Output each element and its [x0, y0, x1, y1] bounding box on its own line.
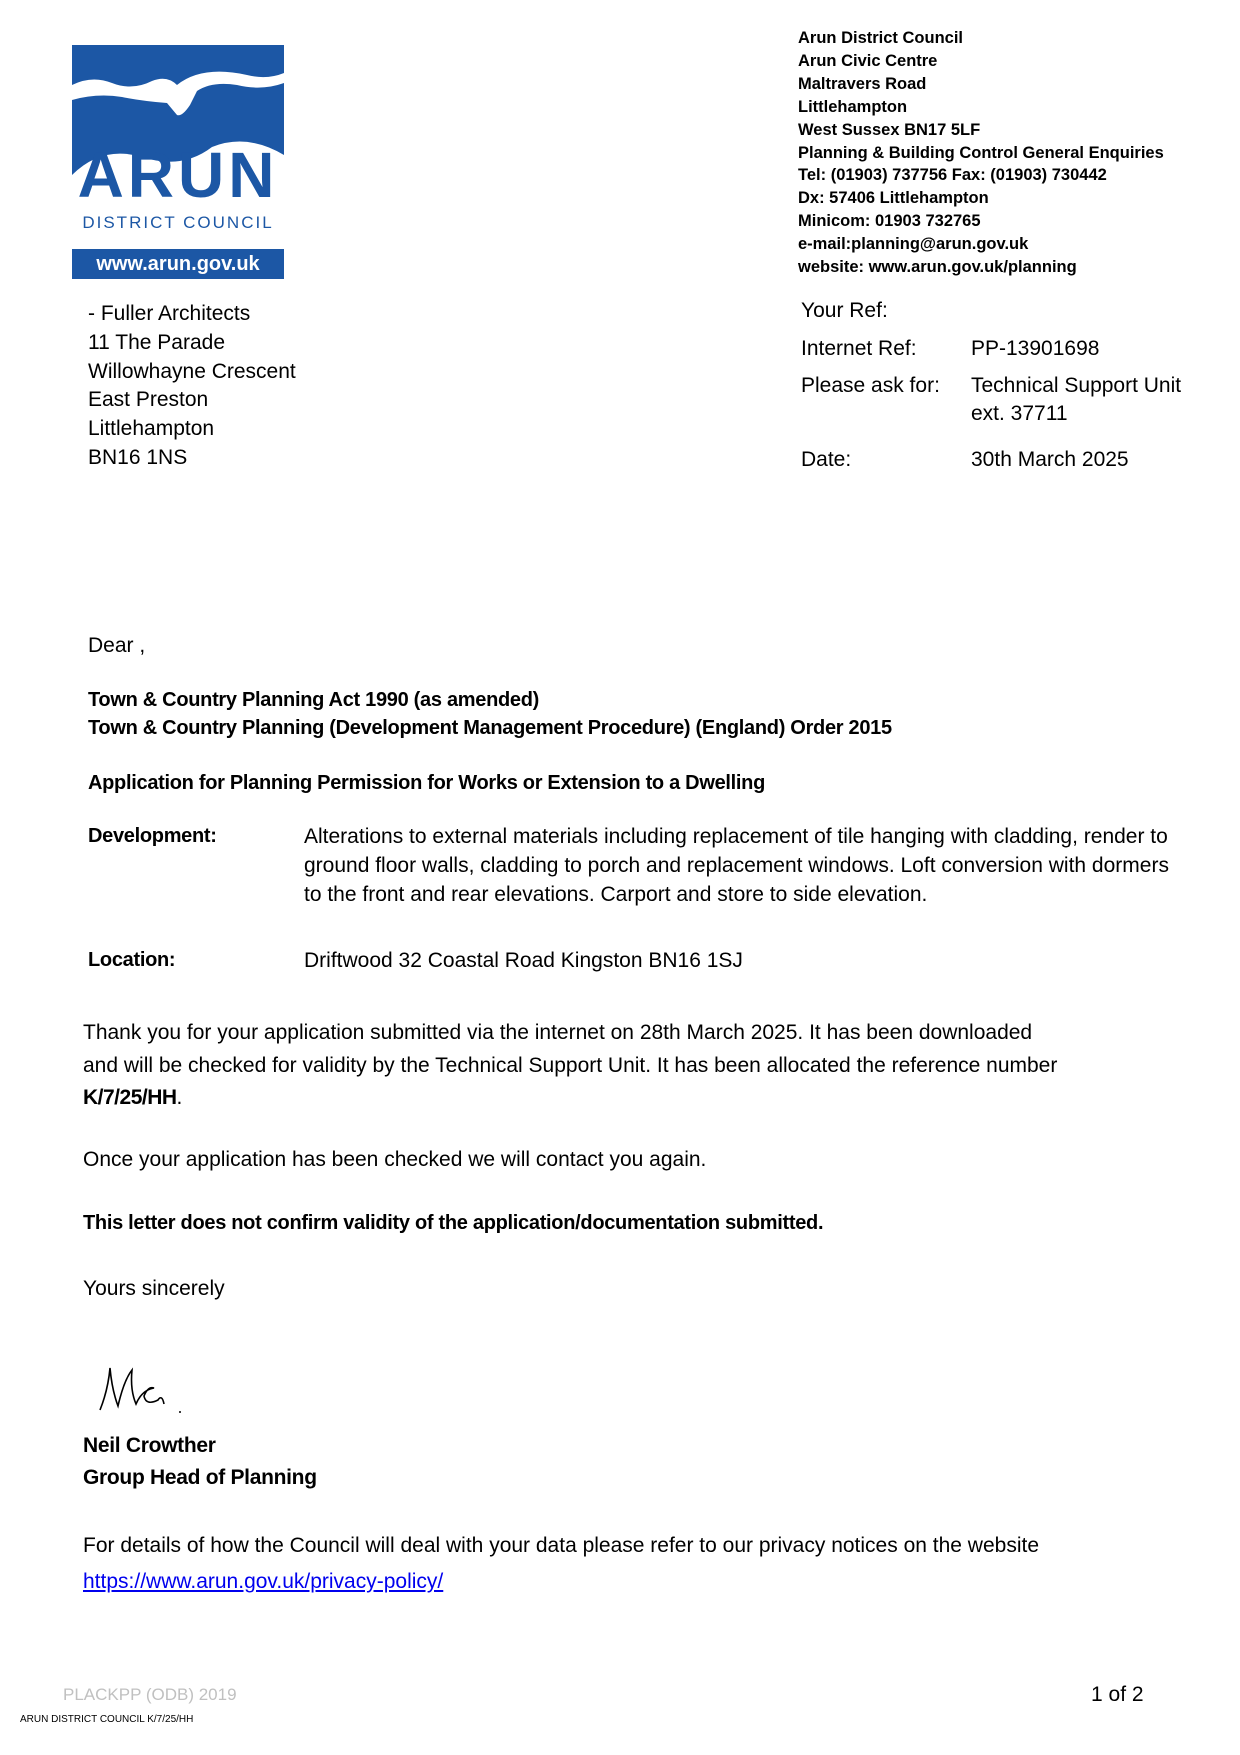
recipient-line: BN16 1NS [88, 445, 188, 469]
recipient-address [88, 300, 296, 473]
privacy-policy-link[interactable]: https://www.arun.gov.uk/privacy-policy/ [83, 1570, 444, 1593]
date-value: 30th March 2025 [971, 448, 1129, 471]
location-label: Location: [88, 949, 176, 971]
address-line: Arun District Council [798, 29, 964, 47]
ask-for-ext: ext. 37711 [971, 402, 1068, 425]
recipient-line: Willowhayne Crescent [88, 359, 296, 383]
development-description: Alterations to external materials including replacement of tile hanging with cladding, render to ground floor walls, cladding to porch and replacement windows. Loft conversion with dormers to the front and rear elevations. Carport and store to side elevation. [304, 825, 1169, 906]
arun-logo [72, 45, 284, 279]
para2: Once your application has been checked we will contact you again. [83, 1148, 707, 1171]
address-line: West Sussex BN17 5LF [798, 120, 981, 139]
address-line: Minicom: 01903 732765 [798, 212, 981, 231]
address-line: Planning & Building Control General Enquiries [798, 143, 1164, 162]
address-line: Dx: 57406 Littlehampton [798, 189, 989, 208]
recipient-line: 11 The Parade [88, 330, 225, 354]
location-value: Driftwood 32 Coastal Road Kingston BN16 1SJ [304, 949, 743, 972]
address-line: website: www.arun.gov.uk/planning [798, 258, 1077, 277]
para1-line1: Thank you for your application submitted via the internet on 28th March 2025. It has been downloaded [83, 1021, 1033, 1044]
validity-warning: This letter does not confirm validity of the application/documentation submitted. [83, 1212, 824, 1234]
logo-name: ARUN [77, 139, 279, 211]
act-heading-2: Town & Country Planning (Development Management Procedure) (England) Order 2015 [88, 717, 892, 739]
reference-number: K/7/25/HH [83, 1086, 177, 1109]
application-title: Application for Planning Permission for Works or Extension to a Dwelling [88, 772, 766, 794]
date-label: Date: [801, 448, 852, 471]
ask-for-value: Technical Support Unit [971, 374, 1182, 397]
address-line: Arun Civic Centre [798, 51, 938, 70]
closing: Yours sincerely [83, 1277, 225, 1300]
address-line: Maltravers Road [798, 74, 927, 93]
recipient-line: - Fuller Architects [88, 302, 251, 325]
signatory-name: Neil Crowther [83, 1434, 216, 1457]
privacy-text: For details of how the Council will deal with your data please refer to our privacy notices on the website [83, 1534, 1039, 1557]
recipient-line: East Preston [88, 388, 209, 412]
logo-subtitle: DISTRICT COUNCIL [82, 213, 274, 232]
development-label: Development: [88, 825, 217, 847]
internet-ref-value: PP-13901698 [971, 337, 1100, 360]
document-reference: ARUN DISTRICT COUNCIL K/7/25/HH [20, 1714, 194, 1725]
logo-url: www.arun.gov.uk [72, 249, 284, 279]
signatory-title: Group Head of Planning [83, 1466, 317, 1489]
address-line: Tel: (01903) 737756 Fax: (01903) 730442 [798, 166, 1107, 185]
council-address [798, 27, 1164, 279]
para1-line2: and will be checked for validity by the Technical Support Unit. It has been allocated the reference number [83, 1054, 1058, 1077]
internet-ref-label: Internet Ref: [801, 337, 917, 360]
salutation: Dear , [88, 634, 146, 657]
your-ref-label: Your Ref: [801, 299, 888, 322]
address-line: e-mail:planning@arun.gov.uk [798, 235, 1029, 254]
form-code: PLACKPP (ODB) 2019 [63, 1685, 237, 1704]
signature [96, 1360, 186, 1416]
act-heading-1: Town & Country Planning Act 1990 (as amended) [88, 689, 540, 711]
page-number: 1 of 2 [1091, 1683, 1144, 1706]
ask-for-label: Please ask for: [801, 374, 940, 397]
address-line: Littlehampton [798, 97, 908, 116]
reference-line: K/7/25/HH. [83, 1086, 183, 1109]
recipient-line: Littlehampton [88, 417, 215, 441]
